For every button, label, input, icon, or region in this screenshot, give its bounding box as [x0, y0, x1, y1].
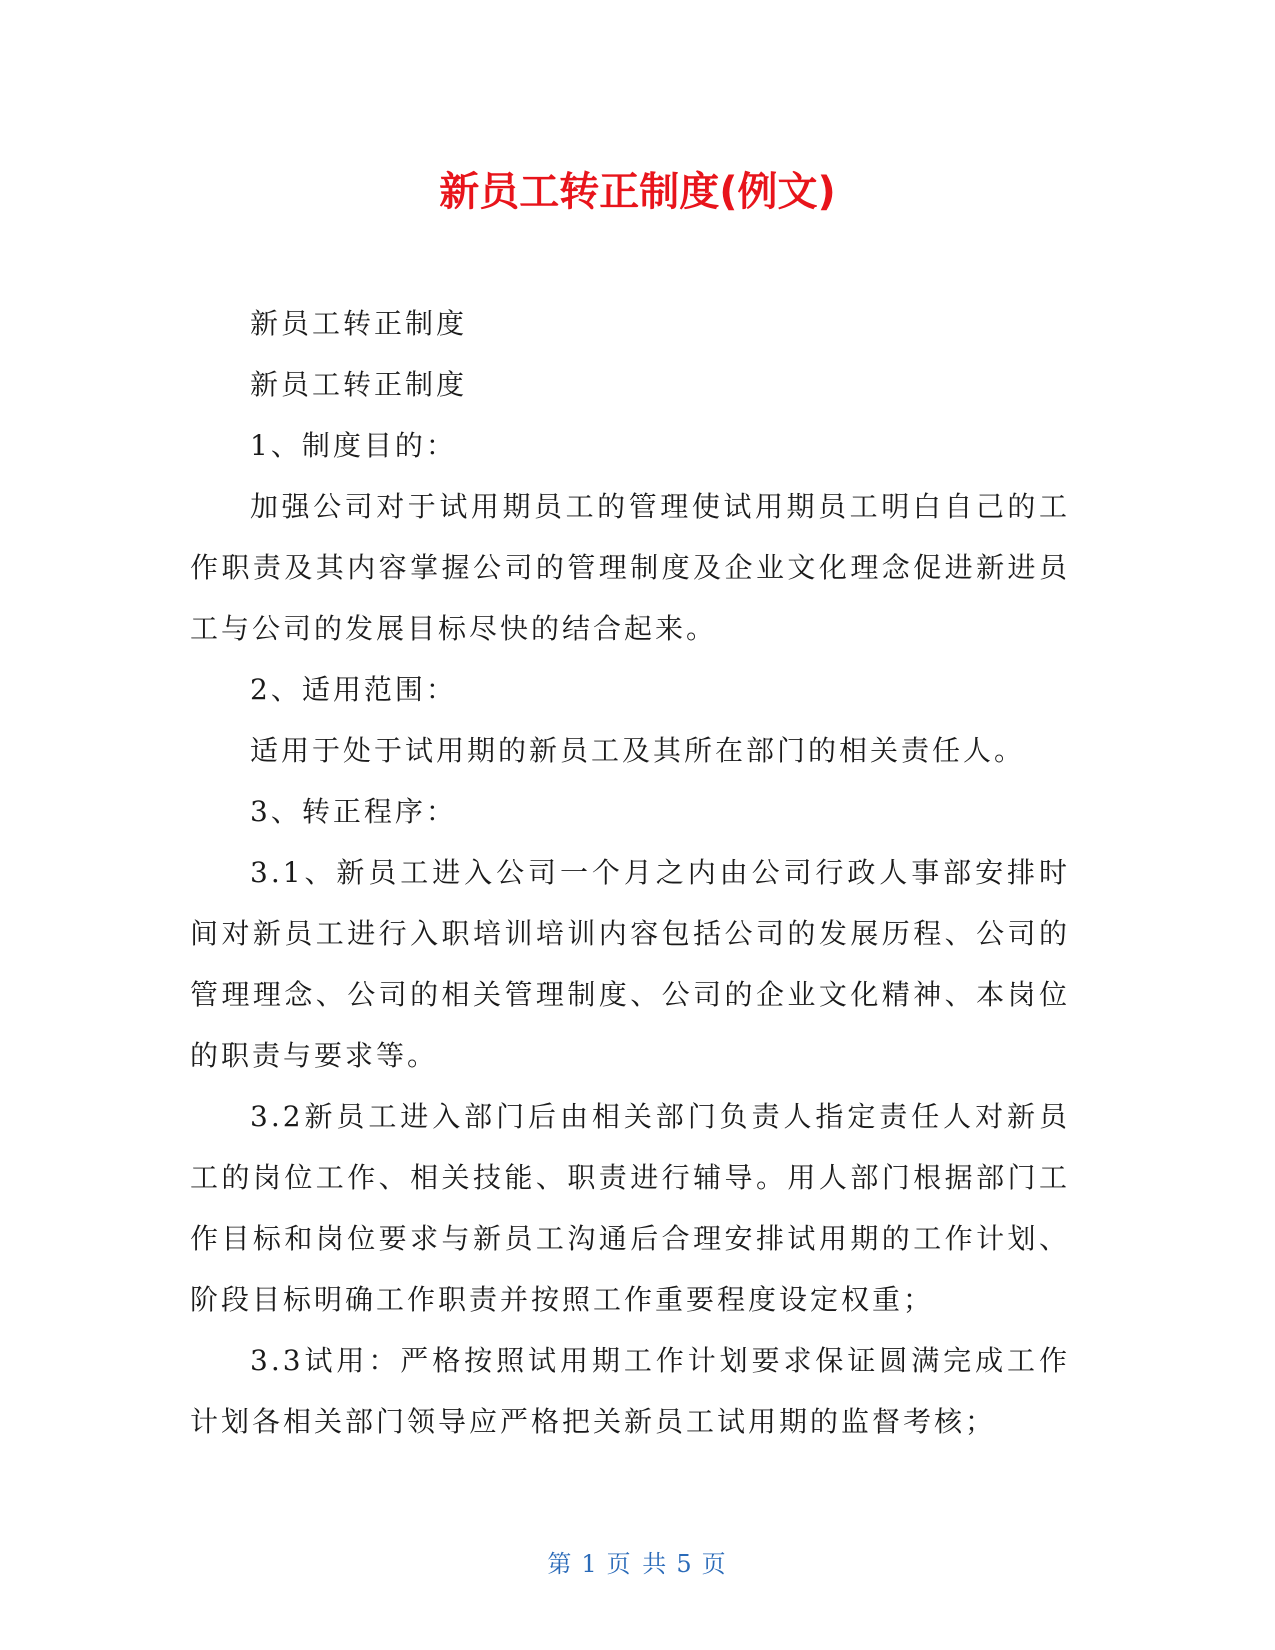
paragraph: 适用于处于试用期的新员工及其所在部门的相关责任人。 — [250, 734, 1026, 767]
document-body — [190, 293, 1070, 1452]
footer-total-pages: 5 — [676, 1550, 694, 1578]
paragraph: 3.3试用：严格按照试用期工作计划要求保证圆满完成工作计划各相关部门领导应严格把关新员工试用期的监督考核； — [190, 1344, 1070, 1438]
footer-prefix: 第 — [547, 1550, 574, 1578]
footer-middle: 页 共 — [606, 1550, 669, 1578]
section-heading: 3、转正程序： — [250, 795, 457, 828]
footer-suffix: 页 — [701, 1550, 728, 1578]
document-title: 新员工转正制度(例文) — [439, 169, 836, 215]
paragraph: 新员工转正制度 — [250, 368, 468, 401]
paragraph: 新员工转正制度 — [250, 307, 468, 340]
paragraph: 3.1、新员工进入公司一个月之内由公司行政人事部安排时间对新员工进行入职培训培训内容包括公司的发展历程、公司的管理理念、公司的相关管理制度、公司的企业文化精神、本岗位的职责与要求等。 — [190, 856, 1070, 1072]
paragraph: 加强公司对于试用期员工的管理使试用期员工明白自己的工作职责及其内容掌握公司的管理制度及企业文化理念促进新进员工与公司的发展目标尽快的结合起来。 — [190, 490, 1070, 645]
page-footer — [0, 1544, 1275, 1579]
footer-current-page: 1 — [581, 1550, 599, 1578]
section-heading: 2、适用范围： — [250, 673, 457, 706]
section-heading: 1、制度目的： — [250, 429, 457, 462]
paragraph: 3.2新员工进入部门后由相关部门负责人指定责任人对新员工的岗位工作、相关技能、职责进行辅导。用人部门根据部门工作目标和岗位要求与新员工沟通后合理安排试用期的工作计划、阶段目标明确工作职责并按照工作重要程度设定权重； — [190, 1100, 1070, 1316]
